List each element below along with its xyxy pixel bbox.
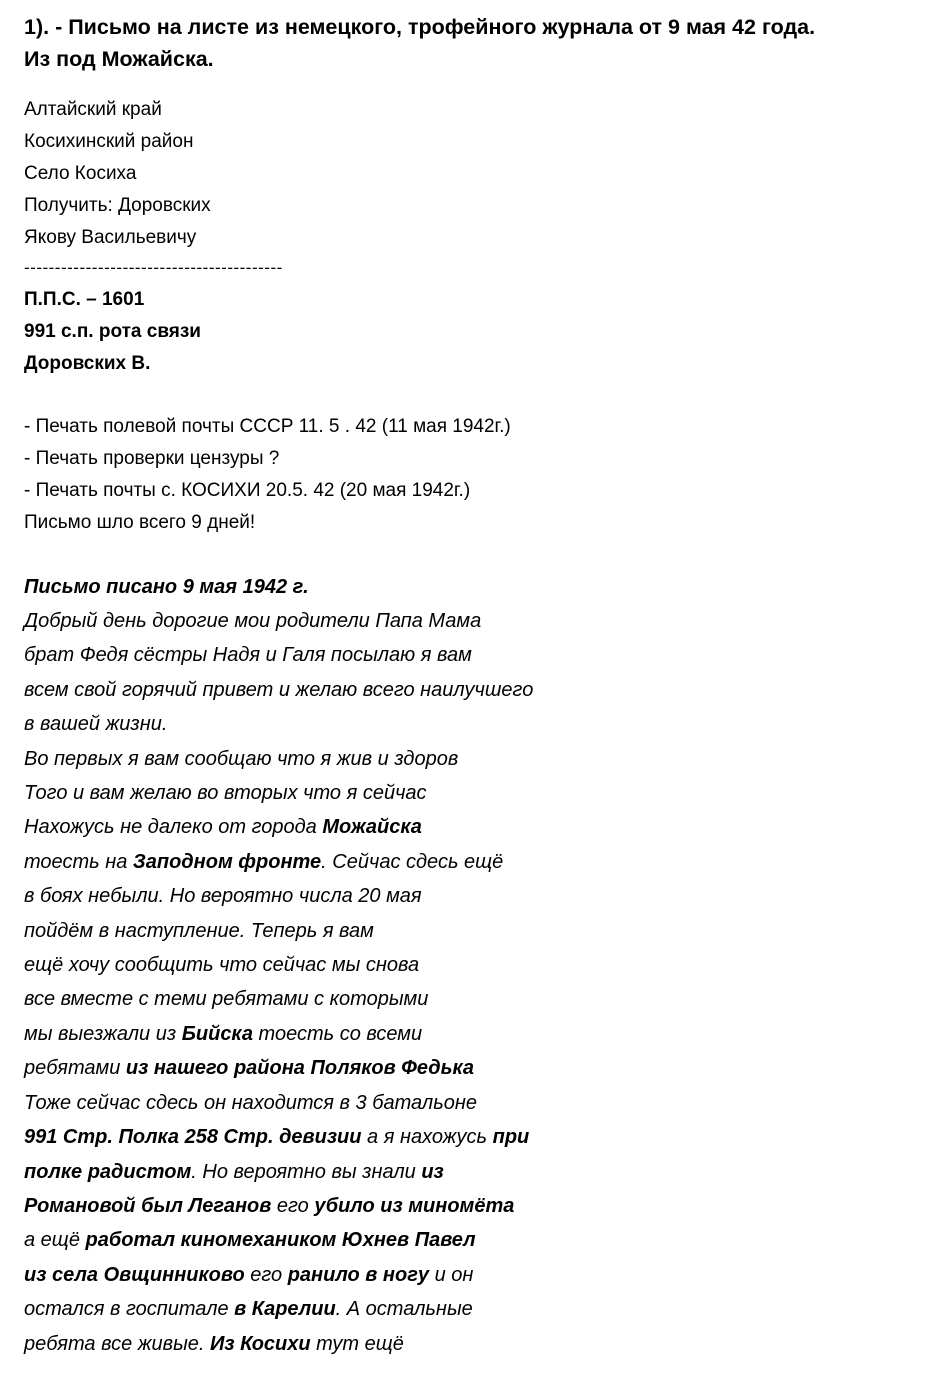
address-line: Якову Васильевичу — [24, 227, 197, 248]
letter-line: Романовой был Леганов его убило из миномёта — [24, 1194, 515, 1217]
letter-line: ребята все живые. Из Косихи тут ещё — [24, 1332, 404, 1355]
address-line: Алтайский край — [24, 99, 162, 120]
letter-line: из села Овщинниково его ранило в ногу и он — [24, 1263, 474, 1286]
letter-line: тоесть на Заподном фронте. Сейчас сдесь ещё — [24, 850, 504, 873]
emphasis: Можайска — [322, 816, 422, 839]
postal-stamps-notes — [24, 411, 511, 539]
letter-line: мы выезжали из Бийска тоесть со всеми — [24, 1022, 423, 1045]
emphasis: убило из миномёта — [314, 1194, 515, 1217]
letter-line: а ещё работал киномехаником Юхнев Павел — [24, 1229, 476, 1252]
emphasis: из нашего района Поляков Федька — [125, 1057, 475, 1080]
title-line-2: Из под Можайска. — [24, 47, 214, 71]
emphasis: Из Косихи — [210, 1332, 311, 1355]
recipient-address — [24, 94, 211, 254]
emphasis: работал киномехаником Юхнев Павел — [85, 1229, 476, 1252]
letter-heading: Письмо писано 9 мая 1942 г. — [24, 576, 309, 598]
document-title — [24, 11, 815, 75]
letter-body — [24, 604, 533, 1361]
emphasis: при — [492, 1126, 530, 1149]
letter-line: брат Федя сёстры Надя и Галя посылаю я вам — [24, 644, 472, 667]
sender-line: 991 с.п. рота связи — [24, 321, 201, 342]
address-line: Село Косиха — [24, 163, 137, 184]
emphasis: из — [421, 1160, 444, 1183]
sender-line: Доровских В. — [24, 353, 151, 374]
emphasis: Романовой был Леганов — [24, 1194, 272, 1217]
letter-line: Того и вам желаю во вторых что я сейчас — [24, 782, 427, 805]
sender-block — [24, 284, 201, 380]
letter-line: все вместе с теми ребятами с которыми — [24, 988, 429, 1011]
letter-line: остался в госпитале в Карелии. А остальные — [24, 1298, 473, 1321]
letter-line: всем свой горячий привет и желаю всего наилучшего — [24, 678, 534, 701]
letter-line: Тоже сейчас сдесь он находится в 3 батальоне — [24, 1091, 477, 1114]
address-line: Косихинский район — [24, 131, 194, 152]
emphasis: из села Овщинниково — [24, 1263, 245, 1286]
letter-line: ребятами из нашего района Поляков Федька — [24, 1057, 475, 1080]
stamp-note: - Печать проверки цензуры ? — [24, 448, 280, 469]
letter-line: ещё хочу сообщить что сейчас мы снова — [24, 954, 420, 977]
letter-line: Нахожусь не далеко от города Можайска — [24, 816, 422, 839]
stamp-note: - Печать почты с. КОСИХИ 20.5. 42 (20 мая 1942г.) — [24, 480, 471, 501]
stamp-note: Письмо шло всего 9 дней! — [24, 512, 256, 533]
letter-line: Во первых я вам сообщаю что я жив и здоров — [24, 747, 459, 770]
emphasis: Бийска — [181, 1022, 253, 1045]
title-line-1: 1). - Письмо на листе из немецкого, трофейного журнала от 9 мая 42 года. — [24, 15, 816, 39]
letter-line: в вашей жизни. — [24, 713, 168, 736]
letter-line: пойдём в наступление. Теперь я вам — [24, 919, 374, 942]
emphasis: Заподном фронте — [132, 850, 322, 873]
emphasis: полке радистом — [24, 1160, 192, 1183]
sender-line: П.П.С. – 1601 — [24, 289, 145, 310]
address-line: Получить: Доровских — [24, 195, 211, 216]
emphasis: в Карелии — [234, 1298, 336, 1321]
emphasis: 991 Стр. Полка 258 Стр. девизии — [24, 1126, 362, 1149]
emphasis: ранило в ногу — [287, 1263, 430, 1286]
letter-line: в боях небыли. Но вероятно числа 20 мая — [24, 885, 422, 908]
letter-line: полке радистом. Но вероятно вы знали из — [24, 1160, 444, 1183]
separator-line: ------------------------------------------ — [24, 258, 283, 277]
stamp-note: - Печать полевой почты СССР 11. 5 . 42 (11 мая 1942г.) — [24, 416, 511, 437]
letter-line: Добрый день дорогие мои родители Папа Мама — [24, 610, 482, 632]
letter-line: 991 Стр. Полка 258 Стр. девизии а я нахожусь при — [24, 1126, 530, 1149]
